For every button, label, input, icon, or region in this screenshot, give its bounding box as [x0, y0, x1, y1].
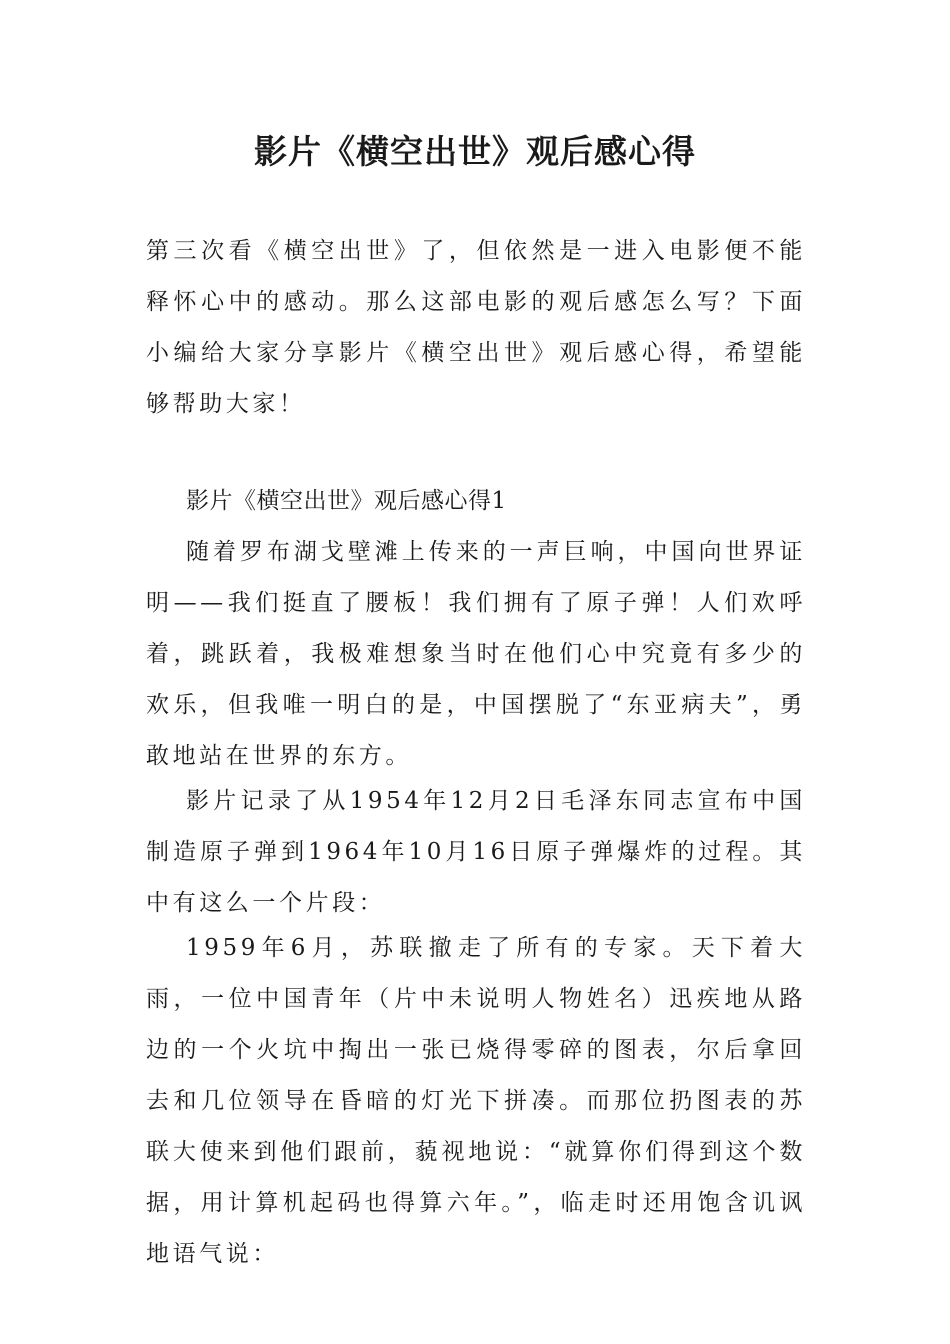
section-heading: 影片《横空出世》观后感心得1: [186, 488, 507, 514]
intro-paragraph: 第三次看《横空出世》了，但依然是一进入电影便不能释怀心中的感动。那么这部电影的观后感怎么写？下面小编给大家分享影片《横空出世》观后感心得，希望能够帮助大家！: [146, 238, 806, 417]
body-paragraph-3: 1959年6月，苏联撤走了所有的专家。天下着大雨，一位中国青年（片中未说明人物姓名）迅疾地从路边的一个火坑中掏出一张已烧得零碎的图表，尔后拿回去和几位领导在昏暗的灯光下拼凑。而那位扔图表的苏联大使来到他们跟前，藐视地说：“就算你们得到这个数据，用计算机起码也得算六年。”，临走时还用饱含讥讽地语气说：: [146, 935, 806, 1267]
document-title: 影片《横空出世》观后感心得: [254, 132, 696, 171]
body-paragraph-2: 影片记录了从1954年12月2日毛泽东同志宣布中国制造原子弹到1964年10月16日原子弹爆炸的过程。其中有这么一个片段：: [146, 788, 806, 916]
body-paragraph-1: 随着罗布湖戈壁滩上传来的一声巨响，中国向世界证明——我们挺直了腰板！我们拥有了原子弹！人们欢呼着，跳跃着，我极难想象当时在他们心中究竟有多少的欢乐，但我唯一明白的是，中国摆脱了“东亚病夫”，勇敢地站在世界的东方。: [146, 539, 806, 769]
